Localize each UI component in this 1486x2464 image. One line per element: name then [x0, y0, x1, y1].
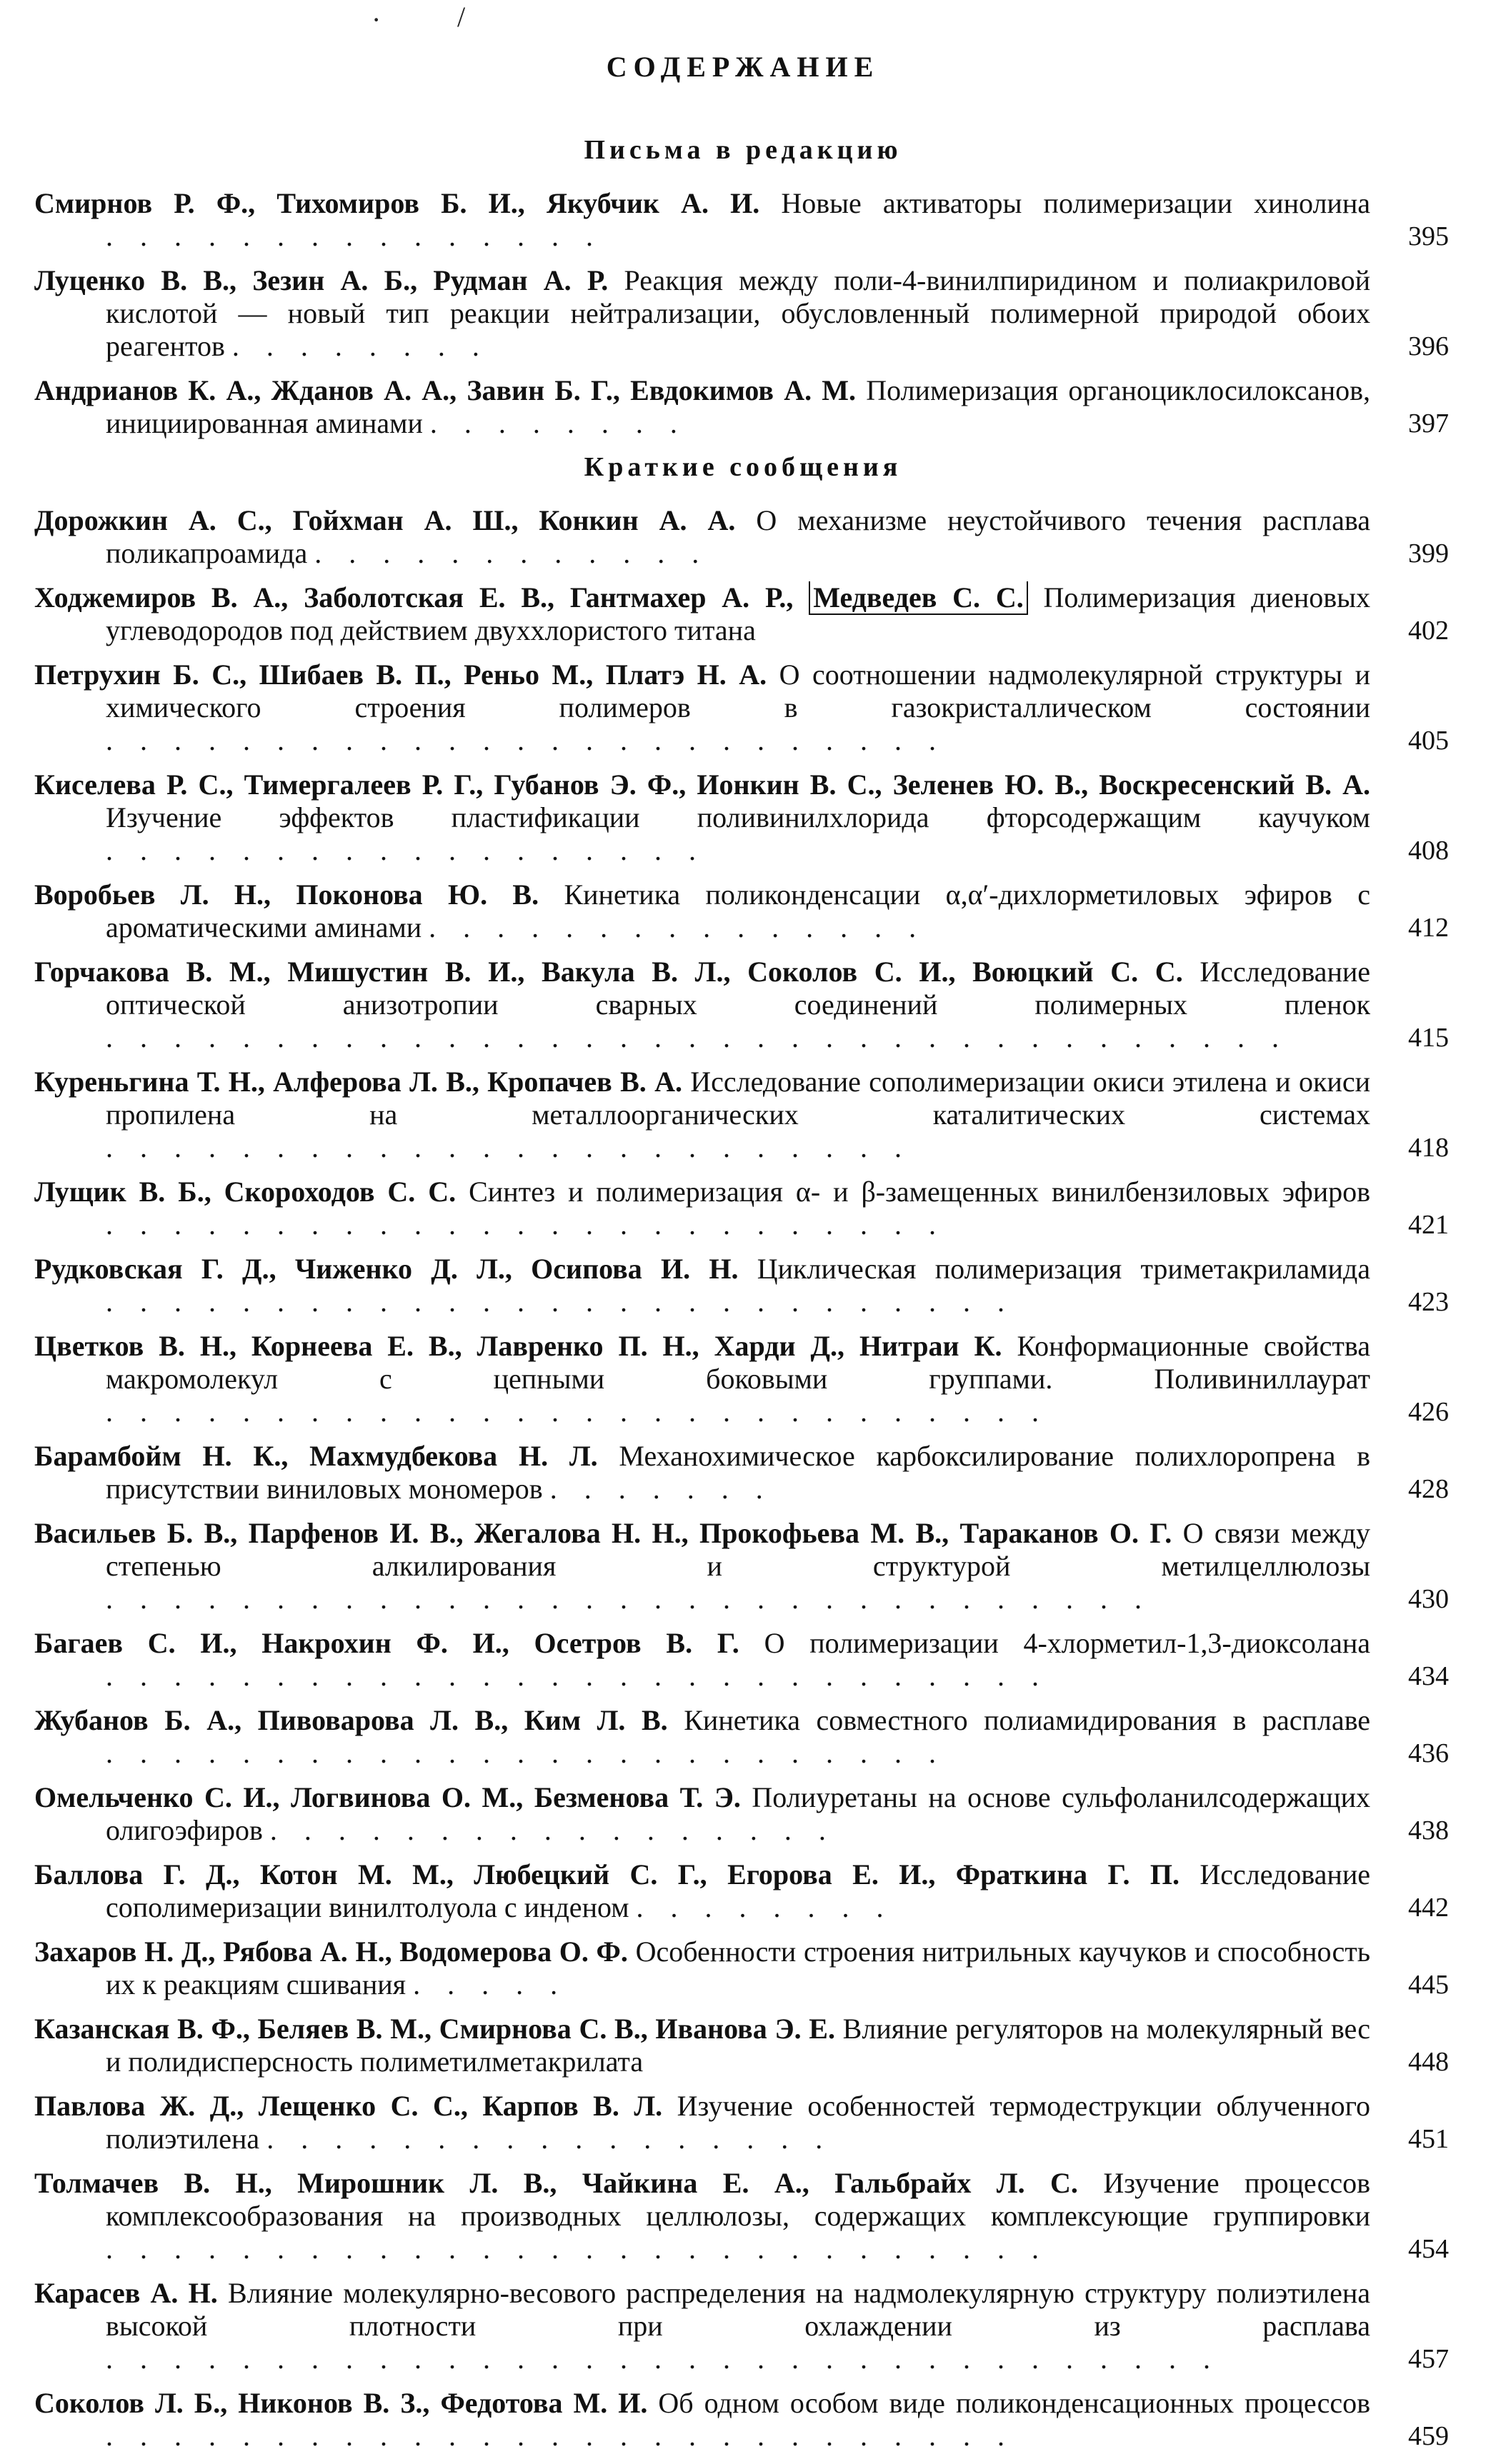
entry-title: Циклическая полимеризация триметакриламида	[757, 1253, 1370, 1285]
entry-title: Конформационные свойства макромолекул с цепными боковыми группами. Поливиниллаурат	[106, 1330, 1370, 1395]
toc-entry: Луценко В. В., Зезин А. Б., Рудман А. Р. Реакция между поли-4-винилпиридином и полиакриловой кислотой — новый тип реакции нейтрализации, обусловленный полимерной природой обоих реагентов . . . . . . . . 396	[34, 264, 1463, 363]
entry-page-number: 426	[1408, 1397, 1449, 1427]
entry-authors: Лущик В. Б., Скороходов С. С.	[34, 1176, 457, 1208]
toc-entry: Дорожкин А. С., Гойхман А. Ш., Конкин А. А. О механизме неустойчивого течения расплава поликапроамида . . . . . . . . . . . . 399	[34, 504, 1463, 570]
entry-title: Кинетика поликонденсации α,α′-дихлорметиловых эфиров с ароматическими аминами	[106, 878, 1370, 943]
entry-page-number: 405	[1408, 726, 1449, 756]
entry-authors: Горчакова В. М., Мишустин В. И., Вакула В. Л., Соколов С. И., Воюцкий С. С.	[34, 956, 1183, 988]
entry-authors: Захаров Н. Д., Рябова А. Н., Водомерова О. Ф.	[34, 1935, 628, 1968]
entry-authors: Толмачев В. Н., Мирошник Л. В., Чайкина Е. А., Гальбрайх Л. С.	[34, 2167, 1078, 2199]
toc-entry: Цветков В. Н., Корнеева Е. В., Лавренко П. Н., Харди Д., Нитраи К. Конформационные свойства макромолекул с цепными боковыми группами. Поливиниллаурат . . . . . . . . . . . . . . . . . . . . . . . . . . . . 426	[34, 1330, 1463, 1428]
entry-page-number: 428	[1408, 1474, 1449, 1504]
entry-title: Влияние регуляторов на молекулярный вес и полидисперсность полиметилметакрилата	[106, 2013, 1370, 2078]
entry-title: Исследование оптической анизотропии сварных соединений полимерных пленок	[106, 956, 1370, 1021]
entry-page-number: 397	[1408, 409, 1449, 439]
toc-entry: Куреньгина Т. Н., Алферова Л. В., Кропачев В. А. Исследование сополимеризации окиси этилена и окиси пропилена на металлоорганических каталитических системах . . . . . . . . . . . . . . . . . . . . . . . . 418	[34, 1066, 1463, 1164]
entry-authors: Васильев Б. В., Парфенов И. В., Жегалова Н. Н., Прокофьева М. В., Тараканов О. Г.	[34, 1517, 1172, 1549]
entry-authors: Рудковская Г. Д., Чиженко Д. Л., Осипова И. Н.	[34, 1253, 739, 1285]
entry-authors: Воробьев Л. Н., Поконова Ю. В.	[34, 878, 539, 911]
entry-title: О полимеризации 4-хлорметил-1,3-диоксолана	[764, 1627, 1370, 1659]
entry-title: Изучение процессов комплексообразования на производных целлюлозы, содержащих комплексующие группировки	[106, 2167, 1370, 2232]
entry-authors: Ходжемиров В. А., Заболотская Е. В., Гантмахер А. Р.,	[34, 581, 794, 614]
entry-page-number: 430	[1408, 1584, 1449, 1614]
toc-entry: Киселева Р. С., Тимергалеев Р. Г., Губанов Э. Ф., Ионкин В. С., Зеленев Ю. В., Воскресенский В. А. Изучение эффектов пластификации поливинилхлорида фторсодержащим каучуком . . . . . . . . . . . . . . . . . . 408	[34, 768, 1463, 867]
entry-title: Об одном особом виде поликонденсационных процессов	[658, 2387, 1370, 2419]
entry-authors: Петрухин Б. С., Шибаев В. П., Реньо М., Платэ Н. А.	[34, 658, 767, 691]
entry-page-number: 396	[1408, 331, 1449, 361]
entry-title: О механизме неустойчивого течения расплава поликапроамида	[106, 504, 1370, 569]
toc-entry: Лущик В. Б., Скороходов С. С. Синтез и полимеризация α- и β-замещенных винилбензиловых эфиров . . . . . . . . . . . . . . . . . . . . . . . . . 421	[34, 1176, 1463, 1241]
entry-page-number: 448	[1408, 2047, 1449, 2077]
entry-page-number: 402	[1408, 616, 1449, 646]
entry-title: Особенности строения нитрильных каучуков и способность их к реакциям сшивания	[106, 1935, 1370, 2000]
entry-page-number: 399	[1408, 539, 1449, 569]
toc-entry: Соколов Л. Б., Никонов В. З., Федотова М. И. Об одном особом виде поликонденсационных процессов . . . . . . . . . . . . . . . . . . . . . . . . . . . 459	[34, 2387, 1463, 2453]
toc-entry: Захаров Н. Д., Рябова А. Н., Водомерова О. Ф. Особенности строения нитрильных каучуков и способность их к реакциям сшивания . . . . . 445	[34, 1935, 1463, 2001]
toc-entry: Воробьев Л. Н., Поконова Ю. В. Кинетика поликонденсации α,α′-дихлорметиловых эфиров с ароматическими аминами . . . . . . . . . . . . . . . 412	[34, 878, 1463, 944]
toc-entry: Омельченко С. И., Логвинова О. М., Безменова Т. Э. Полиуретаны на основе сульфоланилсодержащих олигоэфиров . . . . . . . . . . . . . . . . . 438	[34, 1781, 1463, 1847]
entry-page-number: 457	[1408, 2344, 1449, 2374]
entry-authors: Казанская В. Ф., Беляев В. М., Смирнова С. В., Иванова Э. Е.	[34, 2013, 835, 2045]
toc-entry: Рудковская Г. Д., Чиженко Д. Л., Осипова И. Н. Циклическая полимеризация триметакриламида . . . . . . . . . . . . . . . . . . . . . . . . . . . 423	[34, 1253, 1463, 1318]
entry-authors: Цветков В. Н., Корнеева Е. В., Лавренко П. Н., Харди Д., Нитраи К.	[34, 1330, 1002, 1362]
toc-entry: Жубанов Б. А., Пивоварова Л. В., Ким Л. В. Кинетика совместного полиамидирования в расплаве . . . . . . . . . . . . . . . . . . . . . . . . . 436	[34, 1704, 1463, 1770]
entry-title: Синтез и полимеризация α- и β-замещенных винилбензиловых эфиров	[469, 1176, 1370, 1208]
entry-authors: Соколов Л. Б., Никонов В. З., Федотова М. И.	[34, 2387, 648, 2419]
entry-page-number: 445	[1408, 1970, 1449, 2000]
entry-title: Новые активаторы полимеризации хинолина	[781, 187, 1370, 219]
entry-authors: Баллова Г. Д., Котон М. М., Любецкий С. Г., Егорова Е. И., Фраткина Г. П.	[34, 1858, 1180, 1890]
entry-authors: Жубанов Б. А., Пивоварова Л. В., Ким Л. В.	[34, 1704, 668, 1736]
entry-authors: Павлова Ж. Д., Лещенко С. С., Карпов В. Л.	[34, 2090, 663, 2122]
entry-authors: Киселева Р. С., Тимергалеев Р. Г., Губанов Э. Ф., Ионкин В. С., Зеленев Ю. В., Воскресенский В. А.	[34, 768, 1370, 801]
stray-mark: ·	[372, 4, 382, 36]
entry-title: Исследование сополимеризации винилтолуола с инденом	[106, 1858, 1370, 1923]
toc-entry: Петрухин Б. С., Шибаев В. П., Реньо М., Платэ Н. А. О соотношении надмолекулярной структуры и химического строения полимеров в газокристаллическом состоянии . . . . . . . . . . . . . . . . . . . . . . . . . 405	[34, 658, 1463, 757]
entry-page-number: 421	[1408, 1210, 1449, 1240]
entry-authors: Смирнов Р. Ф., Тихомиров Б. И., Якубчик А. И.	[34, 187, 760, 219]
entry-page-number: 412	[1408, 913, 1449, 943]
toc-entry: Андрианов К. А., Жданов А. А., Завин Б. Г., Евдокимов А. М. Полимеризация органоциклосилоксанов, инициированная аминами . . . . . . . . 397	[34, 374, 1463, 440]
entry-authors: Луценко В. В., Зезин А. Б., Рудман А. Р.	[34, 264, 609, 296]
entry-authors: Карасев А. Н.	[34, 2277, 218, 2309]
entry-authors: Багаев С. И., Накрохин Ф. И., Осетров В. Г.	[34, 1627, 739, 1659]
section-letters-entries	[34, 187, 1463, 451]
toc-entry: Павлова Ж. Д., Лещенко С. С., Карпов В. Л. Изучение особенностей термодеструкции облученного полиэтилена . . . . . . . . . . . . . . . . . 451	[34, 2090, 1463, 2155]
entry-page-number: 442	[1408, 1893, 1449, 1923]
toc-entry: Багаев С. И., Накрохин Ф. И., Осетров В. Г. О полимеризации 4-хлорметил-1,3-диоксолана . . . . . . . . . . . . . . . . . . . . . . . . . . . . 434	[34, 1627, 1463, 1693]
entry-page-number: 436	[1408, 1738, 1449, 1768]
entry-title: Изучение эффектов пластификации поливинилхлорида фторсодержащим каучуком	[106, 801, 1370, 833]
entry-title: О связи между степенью алкилирования и структурой метилцеллюлозы	[106, 1517, 1370, 1582]
entry-page-number: 438	[1408, 1816, 1449, 1846]
entry-authors: Омельченко С. И., Логвинова О. М., Безменова Т. Э.	[34, 1781, 741, 1813]
toc-entry: Барамбойм Н. К., Махмудбекова Н. Л. Механохимическое карбоксилирование полихлоропрена в присутствии виниловых мономеров . . . . . . . 428	[34, 1440, 1463, 1506]
entry-page-number: 418	[1408, 1133, 1449, 1163]
entry-title: Влияние молекулярно-весового распределения на надмолекулярную структуру полиэтилена высокой плотности при охлаждении из расплава	[106, 2277, 1370, 2342]
entry-author-boxed: Медведев С. С.	[809, 581, 1028, 615]
entry-authors: Барамбойм Н. К., Махмудбекова Н. Л.	[34, 1440, 598, 1472]
entry-page-number: 395	[1408, 221, 1449, 251]
entry-authors: Дорожкин А. С., Гойхман А. Ш., Конкин А. А.	[34, 504, 736, 536]
entry-title: Полимеризация диеновых углеводородов под действием двуххлористого титана	[106, 581, 1370, 646]
entry-title: Реакция между поли-4-винилпиридином и полиакриловой кислотой — новый тип реакции нейтрализации, обусловленный полимерной природой обоих реагентов	[106, 264, 1370, 362]
entry-title: Механохимическое карбоксилирование полихлоропрена в присутствии виниловых мономеров	[106, 1440, 1370, 1505]
entry-page-number: 423	[1408, 1287, 1449, 1317]
entry-page-number: 434	[1408, 1661, 1449, 1691]
toc-entry: Васильев Б. В., Парфенов И. В., Жегалова Н. Н., Прокофьева М. В., Тараканов О. Г. О связи между степенью алкилирования и структурой метилцеллюлозы . . . . . . . . . . . . . . . . . . . . . . . . . . . . . . . 430	[34, 1517, 1463, 1616]
entry-title: Полиуретаны на основе сульфоланилсодержащих олигоэфиров	[106, 1781, 1370, 1846]
entry-title: О соотношении надмолекулярной структуры и химического строения полимеров в газокристаллическом состоянии	[106, 658, 1370, 723]
entry-page-number: 415	[1408, 1023, 1449, 1053]
entry-page-number: 408	[1408, 836, 1449, 866]
entry-page-number: 454	[1408, 2234, 1449, 2264]
toc-entry: Баллова Г. Д., Котон М. М., Любецкий С. Г., Егорова Е. И., Фраткина Г. П. Исследование сополимеризации винилтолуола с инденом . . . . . . . . 442	[34, 1858, 1463, 1924]
entry-title: Полимеризация органоциклосилоксанов, инициированная аминами	[106, 374, 1370, 439]
entry-authors: Куреньгина Т. Н., Алферова Л. В., Кропачев В. А.	[34, 1066, 682, 1098]
stray-mark: /	[457, 1, 466, 33]
entry-page-number: 459	[1408, 2421, 1449, 2451]
entry-title: Изучение особенностей термодеструкции облученного полиэтилена	[106, 2090, 1370, 2155]
entry-title: Кинетика совместного полиамидирования в расплаве	[684, 1704, 1370, 1736]
toc-entry	[34, 581, 1463, 647]
page-title: СОДЕРЖАНИЕ	[606, 51, 880, 83]
entry-page-number: 451	[1408, 2124, 1449, 2154]
toc-entry: Карасев А. Н. Влияние молекулярно-весового распределения на надмолекулярную структуру полиэтилена высокой плотности при охлаждении из расплава . . . . . . . . . . . . . . . . . . . . . . . . . . . . . . . . . 457	[34, 2277, 1463, 2375]
toc-entry: Горчакова В. М., Мишустин В. И., Вакула В. Л., Соколов С. И., Воюцкий С. С. Исследование оптической анизотропии сварных соединений полимерных пленок . . . . . . . . . . . . . . . . . . . . . . . . . . . . . . . . . . . 415	[34, 956, 1463, 1054]
entry-authors: Андрианов К. А., Жданов А. А., Завин Б. Г., Евдокимов А. М.	[34, 374, 857, 406]
toc-entry	[34, 2013, 1463, 2078]
section-heading-letters: Письма в редакцию	[584, 135, 902, 165]
section-short-reports-entries	[34, 504, 1463, 2464]
entry-title: Исследование сополимеризации окиси этилена и окиси пропилена на металлоорганических каталитических системах	[106, 1066, 1370, 1131]
toc-entry: Смирнов Р. Ф., Тихомиров Б. И., Якубчик А. И. Новые активаторы полимеризации хинолина . . . . . . . . . . . . . . . 395	[34, 187, 1463, 253]
toc-entry: Толмачев В. Н., Мирошник Л. В., Чайкина Е. А., Гальбрайх Л. С. Изучение процессов комплексообразования на производных целлюлозы, содержащих комплексующие группировки . . . . . . . . . . . . . . . . . . . . . . . . . . . . 454	[34, 2167, 1463, 2265]
section-heading-short-reports: Краткие сообщения	[584, 452, 902, 482]
